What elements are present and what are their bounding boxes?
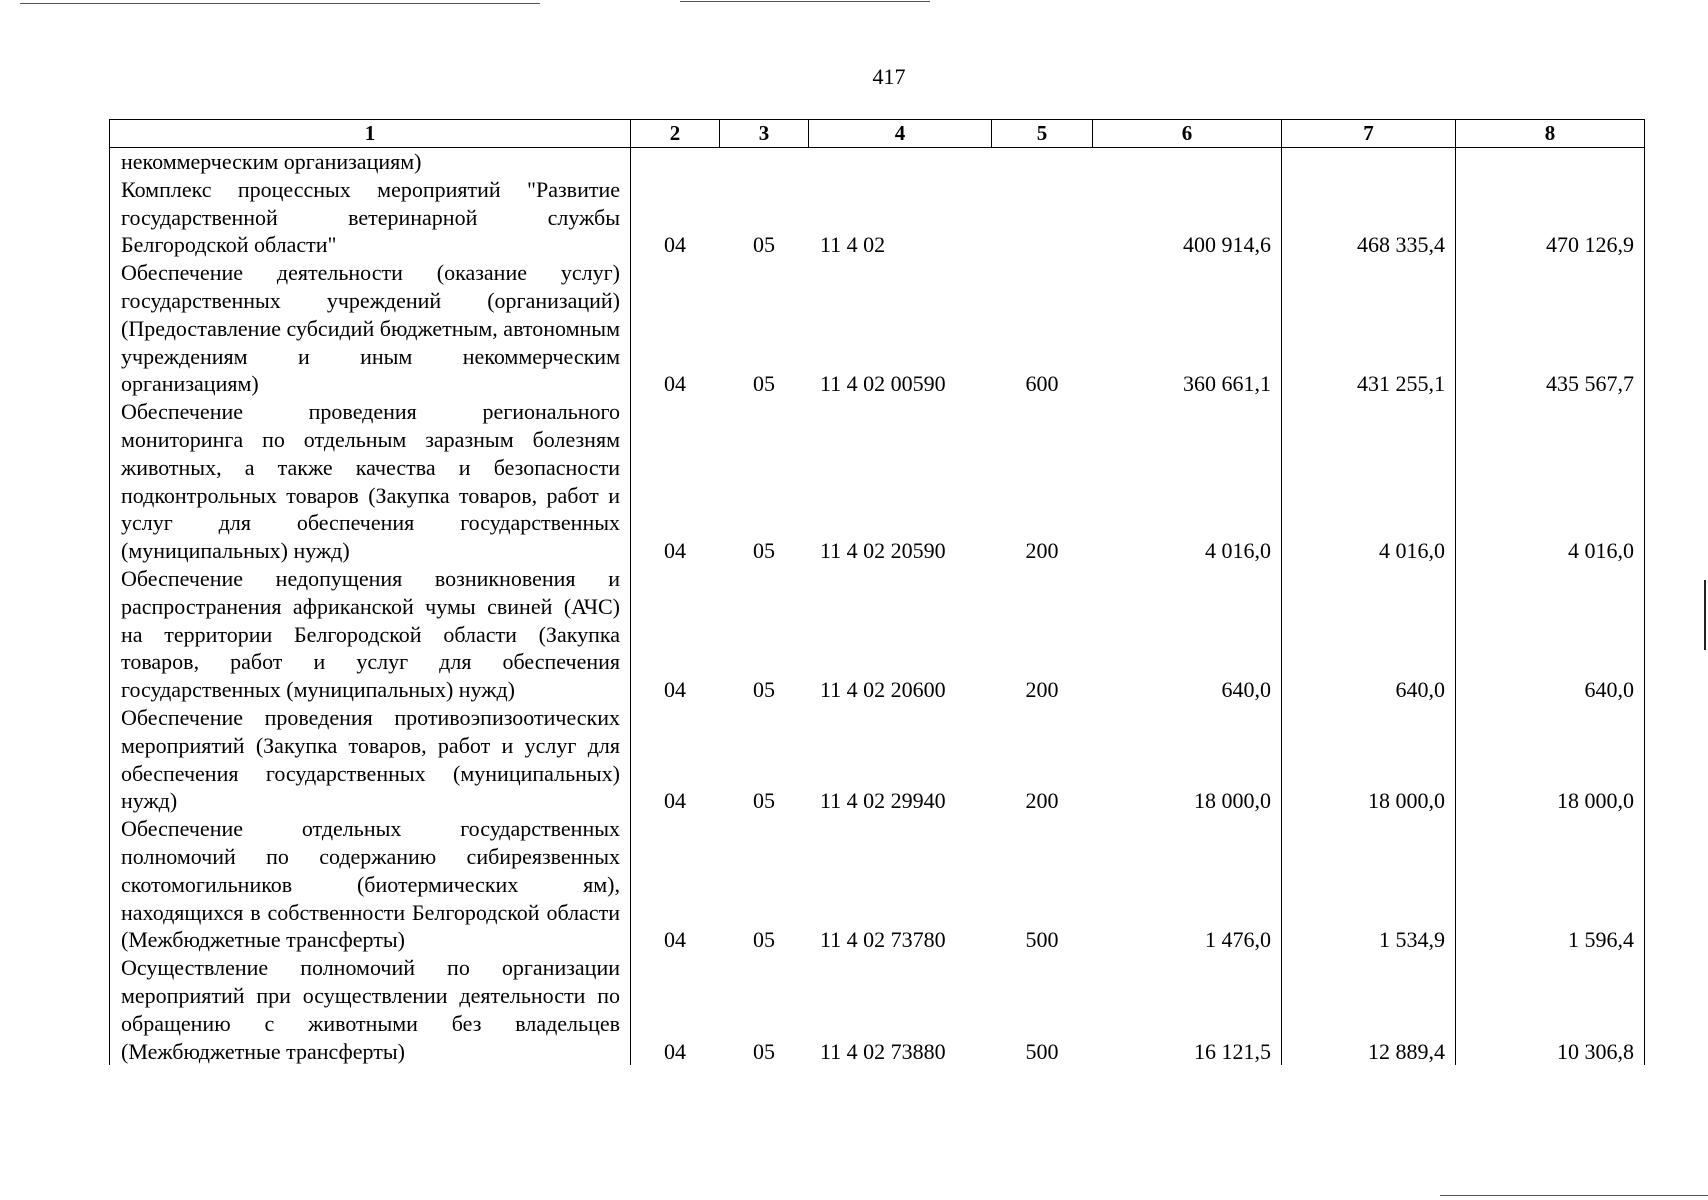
table-row: [110, 398, 1645, 565]
row-section: 04: [631, 398, 720, 565]
row-subsection: 05: [753, 927, 775, 953]
table-header-row: [110, 120, 1645, 148]
row-amount-col6: 16 121,5: [1093, 954, 1282, 1065]
header-cell: 4: [809, 120, 992, 148]
row-section: [631, 148, 720, 176]
row-subsection: 05: [753, 1038, 775, 1064]
row-section: 04: [631, 565, 720, 704]
row-section: 04: [631, 176, 720, 259]
row-expense-type: [992, 176, 1093, 259]
row-subsection: [720, 148, 809, 176]
table-row: [110, 704, 1645, 815]
header-cell: 2: [631, 120, 720, 148]
row-amount-col7: 12 889,4: [1282, 954, 1456, 1065]
row-target-code: [809, 148, 992, 176]
header-cell: 3: [720, 120, 809, 148]
header-cell: 7: [1282, 120, 1456, 148]
page-number: 417: [872, 64, 906, 89]
row-amount-col7: 4 016,0: [1282, 398, 1456, 565]
row-target-code: 11 4 02 20590: [820, 538, 946, 564]
row-subsection: 05: [753, 788, 775, 814]
row-name: Комплекс процессных мероприятий "Развитие государственной ветеринарной службы Белгородской области": [110, 176, 631, 259]
row-amount-col7: 640,0: [1282, 565, 1456, 704]
row-section: 04: [631, 954, 720, 1065]
row-amount-col6: [1093, 148, 1282, 176]
row-name: Обеспечение недопущения возникновения и распространения африканской чумы свиней (АЧС) на территории Белгородской области (Закупка товаров, работ и услуг для обеспечения государственных (муниципальных) нужд): [110, 565, 631, 704]
row-subsection: 05: [753, 371, 775, 397]
row-amount-col8: 10 306,8: [1456, 954, 1645, 1065]
header-cell: 1: [110, 120, 631, 148]
row-amount-col8: 435 567,7: [1456, 259, 1645, 398]
row-amount-col8: 18 000,0: [1456, 704, 1645, 815]
row-amount-col7: 1 534,9: [1282, 815, 1456, 954]
row-amount-col7: 431 255,1: [1282, 259, 1456, 398]
row-amount-col6: 1 476,0: [1093, 815, 1282, 954]
row-name: Обеспечение деятельности (оказание услуг) государственных учреждений (организаций) (Предоставление субсидий бюджетным, автономным учреждениям и иным некоммерческим организациям): [110, 259, 631, 398]
row-amount-col6: 360 661,1: [1093, 259, 1282, 398]
budget-table: [109, 119, 1645, 1065]
scan-edge-mark: [1704, 580, 1706, 650]
row-target-code: 11 4 02 73780: [820, 927, 946, 953]
row-name: Обеспечение отдельных государственных полномочий по содержанию сибиреязвенных скотомогильников (биотермических ям), находящихся в собственности Белгородской области (Межбюджетные трансферты): [110, 815, 631, 954]
table-row: [110, 148, 1645, 176]
row-amount-col8: 470 126,9: [1456, 176, 1645, 259]
row-expense-type: 200: [1025, 538, 1059, 564]
row-target-code: 11 4 02 00590: [820, 371, 946, 397]
table-row: [110, 954, 1645, 1065]
row-section: 04: [631, 815, 720, 954]
row-amount-col7: [1282, 148, 1456, 176]
header-cell: 8: [1456, 120, 1645, 148]
row-expense-type: 200: [1025, 788, 1059, 814]
row-amount-col8: 1 596,4: [1456, 815, 1645, 954]
row-target-code: 11 4 02 29940: [820, 788, 946, 814]
row-target-code: 11 4 02 20600: [820, 677, 946, 703]
row-name: Обеспечение проведения противоэпизоотических мероприятий (Закупка товаров, работ и услуг для обеспечения государственных (муниципальных) нужд): [110, 704, 631, 815]
row-expense-type: 500: [1025, 927, 1059, 953]
row-amount-col6: 18 000,0: [1093, 704, 1282, 815]
row-subsection: 05: [753, 232, 775, 258]
row-amount-col7: 18 000,0: [1282, 704, 1456, 815]
scan-edge-line: [1440, 1195, 1708, 1196]
row-amount-col6: 4 016,0: [1093, 398, 1282, 565]
row-amount-col6: 400 914,6: [1093, 176, 1282, 259]
row-amount-col6: 640,0: [1093, 565, 1282, 704]
table-row: [110, 259, 1645, 398]
row-expense-type: 200: [1025, 677, 1059, 703]
row-subsection: 05: [753, 538, 775, 564]
row-name: некоммерческим организациям): [110, 148, 631, 176]
row-section: 04: [631, 259, 720, 398]
row-expense-type: [992, 148, 1093, 176]
row-amount-col8: 640,0: [1456, 565, 1645, 704]
row-expense-type: 600: [1025, 371, 1059, 397]
scan-edge-line: [680, 1, 930, 2]
row-subsection: 05: [753, 677, 775, 703]
row-amount-col8: [1456, 148, 1645, 176]
scan-edge-line: [20, 3, 540, 4]
row-amount-col7: 468 335,4: [1282, 176, 1456, 259]
row-target-code: 11 4 02 73880: [820, 1038, 946, 1064]
table-row: [110, 176, 1645, 259]
header-cell: 6: [1093, 120, 1282, 148]
header-cell: 5: [992, 120, 1093, 148]
table-row: [110, 565, 1645, 704]
row-target-code: 11 4 02: [820, 232, 886, 258]
table-row: [110, 815, 1645, 954]
row-name: Обеспечение проведения регионального мониторинга по отдельным заразным болезням животных, а также качества и безопасности подконтрольных товаров (Закупка товаров, работ и услуг для обеспечения государственных (муниципальных) нужд): [110, 398, 631, 565]
row-amount-col8: 4 016,0: [1456, 398, 1645, 565]
row-name: Осуществление полномочий по организации мероприятий при осуществлении деятельности по обращению с животными без владельцев (Межбюджетные трансферты): [110, 954, 631, 1065]
row-expense-type: 500: [1025, 1038, 1059, 1064]
row-section: 04: [631, 704, 720, 815]
